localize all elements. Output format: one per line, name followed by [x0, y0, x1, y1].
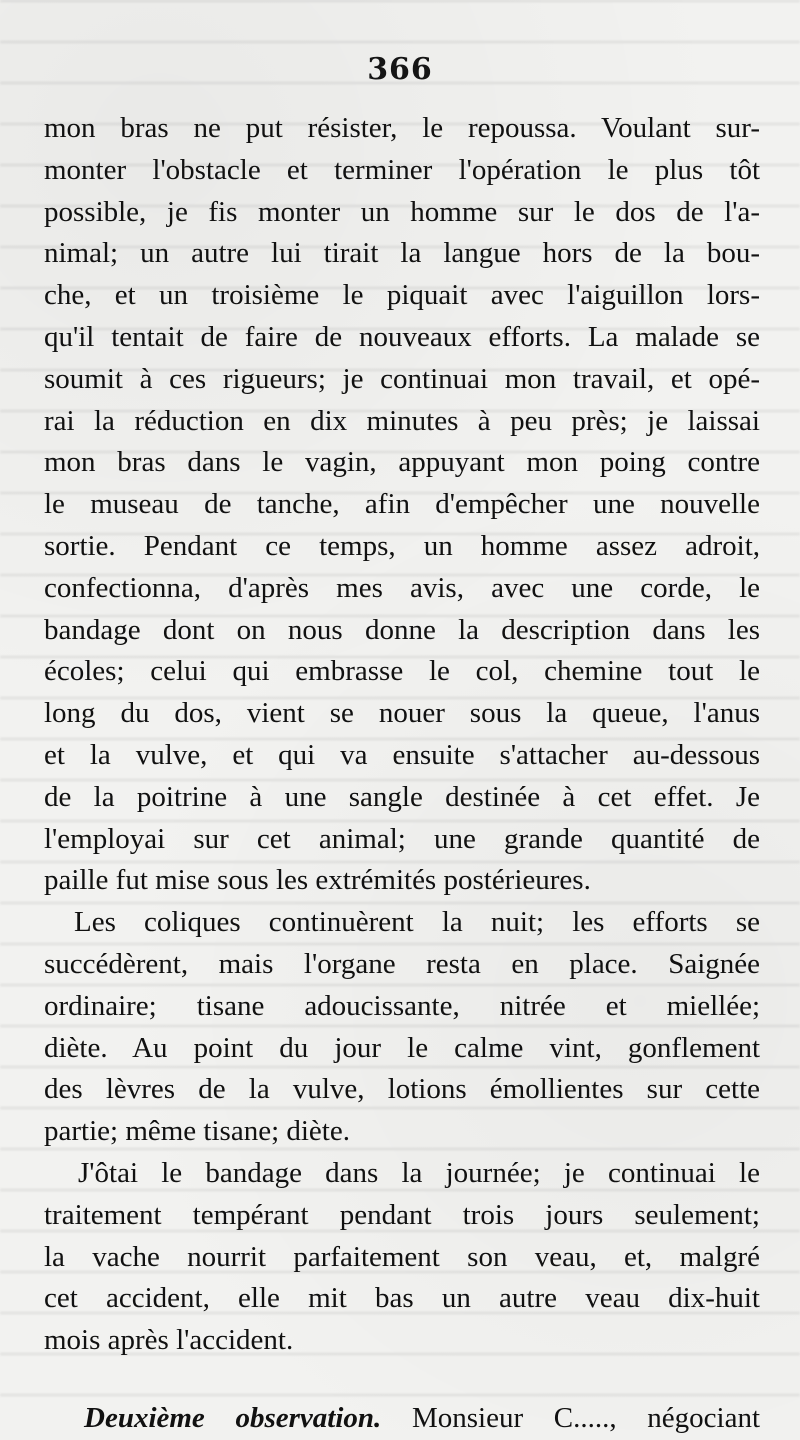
text-line: partie; même tisane; diète.	[44, 1115, 350, 1148]
text-line: sortie. Pendant ce temps, un homme assez adroit,	[44, 529, 760, 562]
text-line: monter l'obstacle et terminer l'opération le plus tôt	[44, 153, 760, 186]
text-line: de la poitrine à une sangle destinée à cet effet. Je	[44, 780, 760, 813]
text-line: des lèvres de la vulve, lotions émollientes sur cette	[44, 1073, 760, 1106]
text-line: écoles; celui qui embrasse le col, chemine tout le	[44, 655, 760, 688]
text-line: Les coliques continuèrent la nuit; les efforts se	[74, 906, 760, 939]
text-line: l'employai sur cet animal; une grande quantité de	[44, 822, 760, 855]
text-line: et la vulve, et qui va ensuite s'attacher au-dessous	[44, 738, 760, 771]
observation-text: Monsieur C....., négociant	[411, 1401, 761, 1434]
text-line: mon bras ne put résister, le repoussa. Voulant sur-	[44, 112, 760, 144]
text-line: ordinaire; tisane adoucissante, nitrée et miellée;	[44, 989, 760, 1022]
text-line: mon bras dans le vagin, appuyant mon poing contre	[44, 446, 760, 479]
observation-heading: Deuxième observation.	[84, 1401, 382, 1434]
text-line: mois après l'accident.	[44, 1324, 294, 1357]
text-line: bandage dont on nous donne la description dans les	[44, 613, 760, 646]
text-line: rai la réduction en dix minutes à peu près; je laissai	[44, 404, 760, 437]
text-line: soumit à ces rigueurs; je continuai mon travail, et opé-	[44, 362, 760, 395]
text-line: diète. Au point du jour le calme vint, gonflement	[44, 1031, 760, 1064]
text-line: cet accident, elle mit bas un autre veau dix-huit	[44, 1282, 760, 1315]
text-line: long du dos, vient se nouer sous la queue, l'anus	[44, 697, 760, 730]
page-number: 366	[367, 52, 433, 87]
text-line: confectionna, d'après mes avis, avec une corde, le	[44, 571, 760, 604]
text-line: qu'il tentait de faire de nouveaux efforts. La malade se	[44, 320, 760, 353]
text-line: traitement tempérant pendant trois jours seulement;	[44, 1198, 760, 1231]
text-line: che, et un troisième le piquait avec l'aiguillon lors-	[44, 279, 760, 312]
text-line: possible, je fis monter un homme sur le dos de l'a-	[44, 195, 760, 228]
text-line: le museau de tanche, afin d'empêcher une nouvelle	[44, 488, 760, 521]
body-text	[44, 108, 760, 1440]
text-line: J'ôtai le bandage dans la journée; je continuai le	[78, 1156, 760, 1189]
text-line: nimal; un autre lui tirait la langue hors de la bou-	[44, 237, 760, 270]
text-line: paille fut mise sous les extrémités postérieures.	[44, 864, 591, 897]
text-line: la vache nourrit parfaitement son veau, et, malgré	[44, 1240, 760, 1273]
section-gap	[44, 1362, 760, 1396]
observation-line	[44, 1396, 760, 1440]
text-line: succédèrent, mais l'organe resta en place. Saignée	[44, 947, 760, 980]
